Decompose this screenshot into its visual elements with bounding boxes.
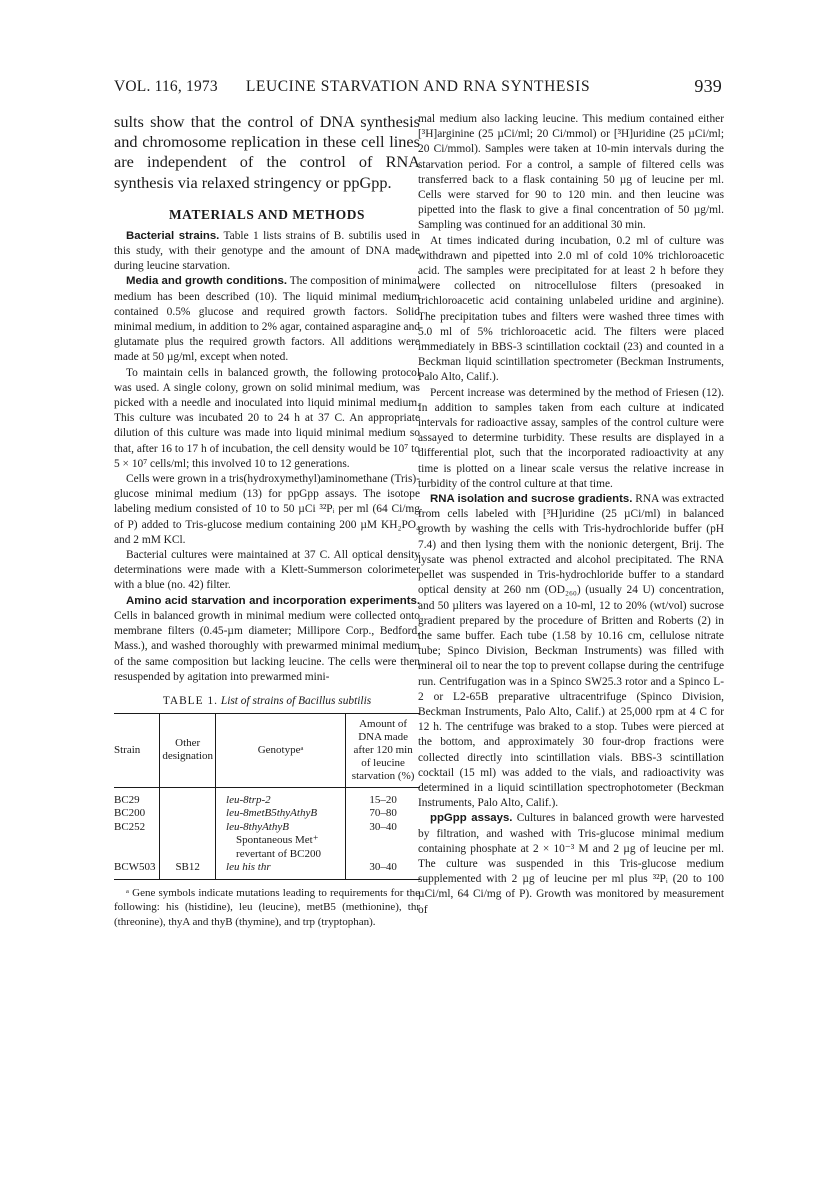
cell-genotype: leu-8metB5thyAthyB [226, 807, 318, 820]
column-header-genotype: Genotypeᵃ [216, 713, 346, 787]
paragraph-media [114, 274, 420, 365]
cell-genotype: leu his thr [216, 861, 346, 879]
section-heading: MATERIALS AND METHODS [168, 206, 366, 222]
genotype-note: Spontaneous Met⁺ revertant of BC200 [236, 834, 321, 860]
cell-other: SB12 [160, 861, 216, 879]
paragraph-balanced-growth: To maintain cells in balanced growth, the following protocol was used. A single colony, grown on solid minimal medium, was picked with a needle and inoculated into liquid minimal medium. This culture was incubated 20 to 24 h at 37 C. An appropriate dilution of this culture was made into liquid minimal medium so that, after 16 to 17 h of incubation, the cell density would be 10⁷ to 5 × 10⁷ cells/ml; this involved 10 to 12 generations. [114, 366, 420, 470]
paragraph-sampling: At times indicated during incubation, 0.2 ml of culture was withdrawn and pipetted into 2.0 ml of cold 10% trichloroacetic acid. The samples were precipitated for at least 2 h before they were collected on nitrocellulose filters (presoaked in trichloroacetic acid containing unlabeled uridine and arginine). The precipitation tubes and filters were washed three times with 5.0 ml of 5% trichloroacetic acid. The filters were placed immediately in BBS-3 scintillation cocktail (23) and counted in a Beckman liquid scintillation spectrometer (Beckman Instruments, Palo Alto, Calif.). [418, 234, 724, 384]
cell-other [160, 821, 216, 862]
cell-amount: 15–20 [346, 787, 420, 807]
paragraph-tris-medium: Cells were grown in a tris(hydroxymethyl)aminomethane (Tris)-glucose minimal medium (13) for ppGpp assays. The isotope labeling medium consisted of 10 to 50 µCi ³²Pᵢ per ml (64 Ci/mg of P) added to Tris-glucose medium containing 200 µM KH₂PO₄ and 2 mM KCl. [114, 473, 420, 546]
genotype-text: leu-8thyAthyB [226, 820, 289, 833]
journal-volume: VOL. 116, 1973 [114, 78, 218, 95]
table-row [114, 807, 420, 821]
running-title: LEUCINE STARVATION AND RNA SYNTHESIS [245, 78, 591, 95]
run-in-heading: Media and growth conditions. [126, 275, 287, 288]
table-row [114, 787, 420, 807]
paragraph-ppgpp [418, 811, 724, 917]
right-column [418, 112, 724, 918]
paragraph-text: Table 1 lists strains of B. subtilis used in this study, with their genotype and the amount of DNA made during leucine starvation. [114, 229, 420, 273]
paragraph-text: RNA was extracted from cells labeled with [³H]uridine (25 µCi/ml) in balanced growth by washing the cells with Tris-hydrochloride buffer (pH 7.4) and then lysing them with the nonionic detergent, Brij. The lysate was phenol extracted and alcohol precipitated. The RNA pellet was suspended in Tris-hydrochloride buffer to a standard optical density at 260 nm (OD₂₆₀) (usually 24 U) concentration, and 50 µliters was layered on a 10-ml, 12 to 20% (wt/vol) sucrose gradient prepared by the procedure of Britten and Roberts (2) in the same buffer. Each tube (1.58 by 10.16 cm, cellulose nitrate tube; Spinco Division, Beckman Instruments) was filled with mineral oil to near the top to prevent collapse during the centrifuge run. Centrifugation was in a Spinco SW25.3 rotor and a Spinco L-2 or L2-65B preparative ultracentrifuge (Spinco Division, Beckman Instruments, Palo Alto, Calif.) at 25,000 rpm at 4 C for 12 h. The centrifuge was braked to a stop. Tubes were pierced at the bottom, and approximately 30 four-drop fractions were collected directly into scintillation vials. BBS-3 scintillation cocktail (15 ml) was added to the vials, and radioactivity was determined in a liquid scintillation spectrophotometer (Beckman Instruments, Palo Alto, Calif.). [418, 493, 724, 810]
run-in-heading: Amino acid starvation and incorporation experiments. [126, 594, 420, 607]
paragraph-text: Cultures in balanced growth were harvested by filtration, and washed with Tris-glucose minimal medium containing phosphate at 2 × 10⁻³ M and 2 µg of leucine per ml. The culture was suspended in this Tris-glucose medium supplemented with 2 µg of leucine per ml plus ³²Pᵢ (20 to 100 µCi/ml, 64 Ci/mg of P). Growth was monitored by measurement of [418, 812, 724, 916]
cell-genotype [216, 821, 346, 862]
column-header-strain: Strain [114, 713, 160, 787]
cell-amount: 70–80 [346, 807, 420, 821]
table-row [114, 821, 420, 862]
cell-amount: 30–40 [346, 821, 420, 862]
cell-strain: BC200 [114, 807, 146, 820]
cell-other [160, 807, 216, 821]
cell-amount: 30–40 [346, 861, 420, 879]
paragraph-text: The composition of minimal medium has been described (10). The liquid minimal medium contained 0.5% glucose and required growth factors. Solid minimal medium, in addition to 2% agar, contained asparagine and glutamate plus the required growth factors. All additions were made at 50 µg/ml, except when noted. [114, 275, 421, 364]
cell-other [160, 787, 216, 807]
table-caption [114, 695, 420, 707]
table-label: TABLE 1. [162, 694, 218, 707]
table-footnote: ᵃ Gene symbols indicate mutations leading to requirements for the following: his (histidine), leu (leucine), metB5 (methionine), thr (threonine), thyA and thyB (thymine), and trp (tryptophan). [114, 886, 420, 928]
left-column [114, 112, 420, 929]
paragraph-bacterial-strains [114, 229, 420, 275]
page-number: 939 [694, 76, 722, 96]
table-header-row [114, 713, 420, 787]
run-in-heading: ppGpp assays. [430, 812, 513, 825]
running-head [114, 78, 722, 100]
strains-table [114, 713, 420, 880]
cell-strain: BC29 [114, 793, 140, 806]
paragraph-amino-acid [114, 594, 420, 685]
paragraph-percent-increase: Percent increase was determined by the method of Friesen (12). In addition to samples taken from each culture at indicated intervals for radioactive assay, samples of the control culture were assayed to determine turbidity. These results are displayed in a differential plot, such that the incorporated radioactivity at any time is plotted on a linear scale versus the relative increase in turbidity of the control culture at that time. [418, 386, 724, 490]
intro-paragraph: sults show that the control of DNA synthesis and chromosome replication in these cell lines are independent of the control of RNA synthesis via relaxed stringency or ppGpp. [114, 112, 420, 192]
paragraph-text: Cells in balanced growth in minimal medium were collected onto membrane filters (0.45-µm diameter; Millipore Corp., Bedford, Mass.), and washed thoroughly with prewarmed minimal medium of the same composition but lacking leucine. The cells were then resuspended by agitation into prewarmed mini- [114, 609, 420, 683]
cell-strain: BC252 [114, 820, 146, 833]
paragraph-cultures: Bacterial cultures were maintained at 37 C. All optical density determinations were made with a Klett-Summerson colorimeter with a blue (no. 42) filter. [114, 549, 420, 592]
paragraph-continued: mal medium also lacking leucine. This medium contained either [³H]arginine (25 µCi/ml; 20 Ci/mmol) or [³H]uridine (25 µCi/ml; 20 Ci/mmol). Samples were taken at 10-min intervals during the starvation period. For a control, a sample of filtered cells was transferred back to a flask containing 50 µg of leucine per ml. Cells were starved for 90 to 120 min. and then leucine was pipetted into the flask to give a final concentration of 50 µg/ml. Sampling was continued for an additional 30 min. [418, 113, 724, 232]
paragraph-rna-isolation [418, 492, 724, 811]
run-in-heading: RNA isolation and sucrose gradients. [430, 493, 633, 506]
column-header-amount: Amount of DNA made after 120 min of leucine starvation (%) [346, 713, 420, 787]
column-header-other: Other designation [160, 713, 216, 787]
run-in-heading: Bacterial strains. [126, 229, 220, 242]
cell-genotype: leu-8trp-2 [226, 793, 271, 806]
cell-strain: BCW503 [114, 861, 160, 879]
table-title: List of strains of Bacillus subtilis [220, 694, 372, 707]
table-row [114, 861, 420, 879]
